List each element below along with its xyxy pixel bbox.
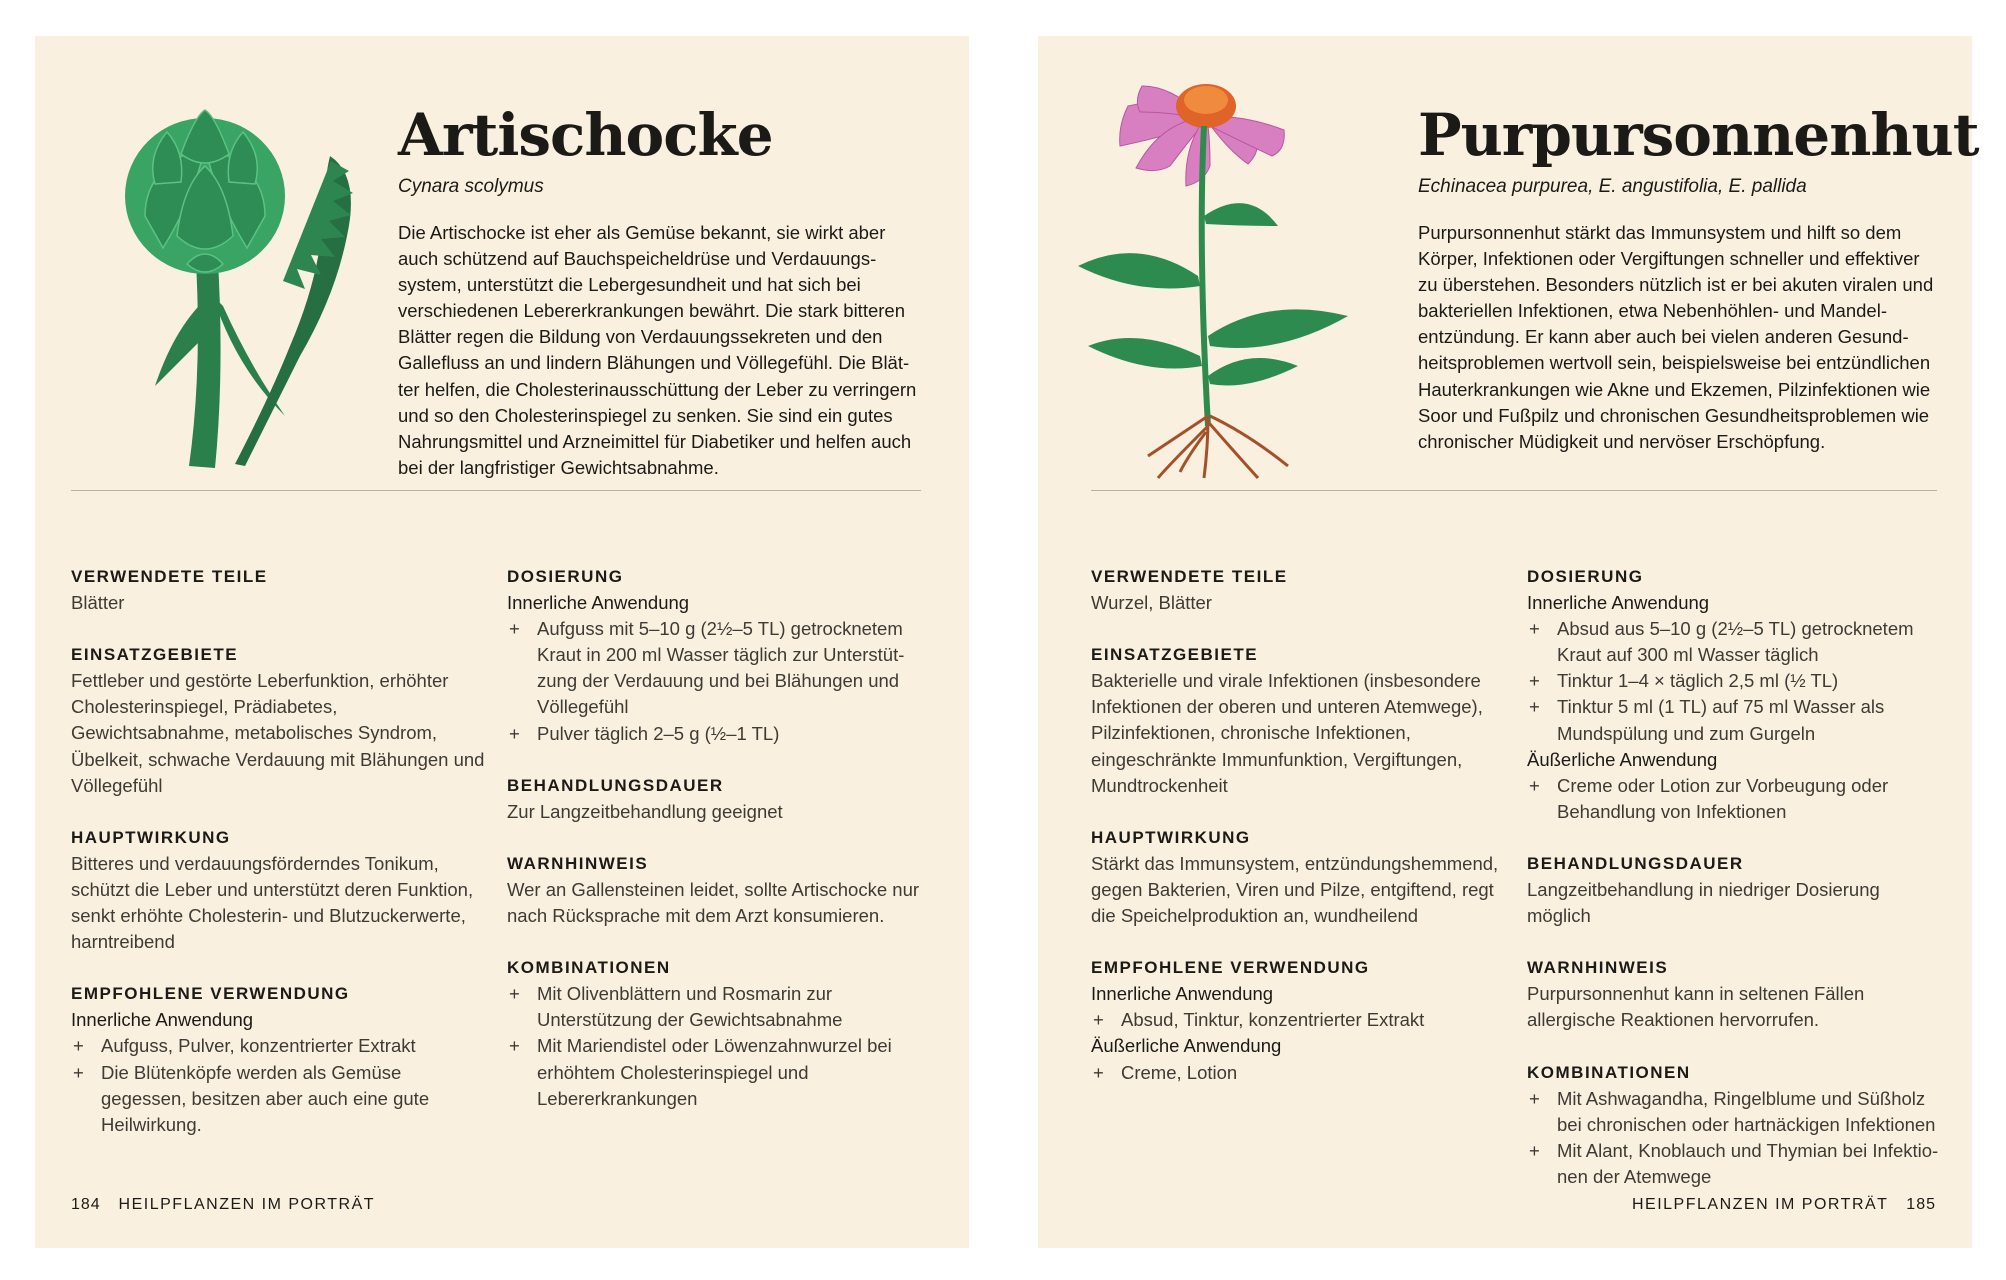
- divider: [71, 490, 921, 491]
- section-text: Langzeitbehandlung in niedriger Dosierung möglich: [1527, 879, 1880, 927]
- section-heading: DOSIERUNG: [1527, 567, 1644, 586]
- section-heading: KOMBINATIONEN: [1527, 1062, 1691, 1082]
- right-page: [1038, 36, 1979, 1248]
- left-page: [35, 36, 969, 1248]
- section-heading: HAUPTWIRKUNG: [1091, 827, 1251, 847]
- list-item: + Creme oder Lotion zur Vorbeugung oder Behandlung von Infektionen: [1527, 773, 1947, 825]
- section-text: Bakterielle und virale Infektionen (insbesondere Infektionen der oberen und unteren Atemwege), Pilzinfektionen, chronische Infektionen, eingeschränkte Immunfunktion, Vergiftungen, Mundtrockenheit: [1091, 670, 1483, 796]
- running-head: HEILPFLANZEN IM PORTRÄT: [118, 1196, 376, 1213]
- page-number: 184: [71, 1196, 101, 1213]
- section-heading: BEHANDLUNGSDAUER: [507, 775, 724, 795]
- subheading: Innerliche Anwendung: [507, 592, 690, 614]
- list-item: + Mit Alant, Knoblauch und Thymian bei Infektionen der Atemwege: [1527, 1138, 1947, 1190]
- section-heading: EINSATZGEBIETE: [1091, 645, 1259, 665]
- section-text: Blätter: [71, 592, 125, 614]
- list-item: + Mit Mariendistel oder Löwenzahnwurzel bei erhöhtem Cholesterinspiegel und Lebererkrankungen: [507, 1033, 927, 1111]
- section-text: Wer an Gallensteinen leidet, sollte Artischocke nur nach Rücksprache mit dem Arzt konsumieren.: [507, 878, 920, 927]
- page-title: Artischocke: [398, 101, 773, 169]
- section-heading: WARNHINWEIS: [1527, 958, 1669, 978]
- section-heading: DOSIERUNG: [507, 567, 624, 586]
- running-head: HEILPFLANZEN IM PORTRÄT: [1631, 1196, 1889, 1213]
- section-heading: EMPFOHLENE VERWENDUNG: [71, 984, 350, 1004]
- list-item: + Tinktur 5 ml (1 TL) auf 75 ml Wasser als Mundspülung und zum Gurgeln: [1527, 694, 1947, 746]
- latin-name: Cynara scolymus: [398, 176, 544, 197]
- section-heading: VERWENDETE TEILE: [1091, 567, 1288, 586]
- right-column-2: [1527, 564, 1947, 1216]
- list-item: + Tinktur 1–4 × täglich 2,5 ml (½ TL): [1527, 668, 1947, 694]
- section-heading: VERWENDETE TEILE: [71, 567, 268, 586]
- list-item: + Absud, Tinktur, konzentrierter Extrakt: [1091, 1007, 1511, 1033]
- intro-text: Purpursonnenhut stärkt das Immunsystem und hilft so dem Körper, Infektionen oder Vergiftungen schneller und effektiver zu überstehen. Besonders nützlich ist er bei akuten viralen und bakteriellen Infektionen, etwa Nebenhöhlen- und Mandelentzündung. Er kann aber auch bei vielen anderen Gesundheitsproblemen wertvoll sein, beispielsweise bei entzündlichen Hauterkrankungen wie Akne und Ekzemen, Pilzinfektionen wie Soor und Fußpilz und chronischen Gesundheitsproblemen wie chronischer Müdigkeit und nervöser Erschöpfung.: [1418, 222, 1934, 452]
- section-text: Zur Langzeitbehandlung geeignet: [507, 800, 783, 822]
- subheading: Innerliche Anwendung: [1527, 592, 1710, 614]
- list-item: + Creme, Lotion: [1091, 1060, 1511, 1086]
- subheading: Äußerliche Anwendung: [1091, 1035, 1282, 1057]
- section-heading: EMPFOHLENE VERWENDUNG: [1091, 958, 1370, 978]
- section-text: Bitteres und verdauungsförderndes Tonikum, schützt die Leber und unterstützt deren Funktion, senkt erhöhte Cholesterin- und Blutzuckerwerte, harntreibend: [71, 852, 474, 953]
- left-column-2: [507, 564, 927, 1138]
- section-heading: EINSATZGEBIETE: [71, 645, 239, 665]
- section-text: Wurzel, Blätter: [1091, 592, 1212, 614]
- list-item: + Pulver täglich 2–5 g (½–1 TL): [507, 721, 927, 747]
- page-footer: [1632, 1196, 1936, 1214]
- list-item: + Mit Ashwagandha, Ringelblume und Süßholz bei chronischen oder hartnäckigen Infektionen: [1527, 1086, 1947, 1138]
- divider: [1091, 490, 1937, 491]
- page-title: Purpursonnenhut: [1418, 101, 1979, 169]
- right-column-1: [1091, 564, 1511, 1112]
- subheading: Äußerliche Anwendung: [1527, 748, 1718, 770]
- section-text: Stärkt das Immunsystem, entzündungshemmend, gegen Bakterien, Viren und Pilze, entgiftend, regt die Speichelproduktion an, wundheilend: [1091, 852, 1499, 927]
- subheading: Innerliche Anwendung: [1091, 983, 1274, 1005]
- section-heading: BEHANDLUNGSDAUER: [1527, 853, 1744, 873]
- subheading: Innerliche Anwendung: [71, 1009, 254, 1031]
- list-item: + Absud aus 5–10 g (2½–5 TL) getrocknetem Kraut auf 300 ml Wasser täglich: [1527, 616, 1947, 668]
- echinacea-illustration: [1058, 46, 1368, 486]
- intro-text: Die Artischocke ist eher als Gemüse bekannt, sie wirkt aber auch schützend auf Bauchspeicheldrüse und Verdauungssystem, unterstützt die Lebergesundheit und hat sich bei verschiedenen Lebererkrankungen bewährt. Die stark bitteren Blätter regen die Bildung von Verdauungssekreten und den Gallefluss an und lindern Blähungen und Völlegefühl. Die Blätter helfen, die Cholesterinausschüttung der Leber zu verringern und so den Cholesterinspiegel zu senken. Sie sind ein gutes Nahrungsmittel und Arzneimittel für Diabetiker und helfen auch bei der langfristiger Gewichtsabnahme.: [398, 222, 917, 478]
- list-item: + Mit Olivenblättern und Rosmarin zur Unterstützung der Gewichtsabnahme: [507, 981, 927, 1033]
- section-heading: KOMBINATIONEN: [507, 958, 671, 978]
- list-item: + Die Blütenköpfe werden als Gemüse gegessen, besitzen aber auch eine gute Heilwirkung.: [71, 1060, 491, 1138]
- section-text: Purpursonnenhut kann in seltenen Fällen allergische Reaktionen hervorrufen.: [1527, 983, 1865, 1031]
- left-column-1: [71, 564, 491, 1164]
- artichoke-illustration: [85, 66, 395, 486]
- list-item: + Aufguss mit 5–10 g (2½–5 TL) getrocknetem Kraut in 200 ml Wasser täglich zur Unterstützung der Verdauung und bei Blähungen und Völlegefühl: [507, 616, 927, 720]
- latin-name: Echinacea purpurea, E. angustifolia, E. pallida: [1418, 176, 1807, 197]
- section-heading: WARNHINWEIS: [507, 853, 649, 873]
- page-footer: [71, 1196, 375, 1214]
- page-number: 185: [1906, 1196, 1936, 1213]
- section-heading: HAUPTWIRKUNG: [71, 827, 231, 847]
- list-item: + Aufguss, Pulver, konzentrierter Extrakt: [71, 1033, 491, 1059]
- section-text: Fettleber und gestörte Leberfunktion, erhöhter Cholesterinspiegel, Prädiabetes, Gewichtsabnahme, metabolisches Syndrom, Übelkeit, schwache Verdauung mit Blähungen und Völlegefühl: [71, 670, 485, 796]
